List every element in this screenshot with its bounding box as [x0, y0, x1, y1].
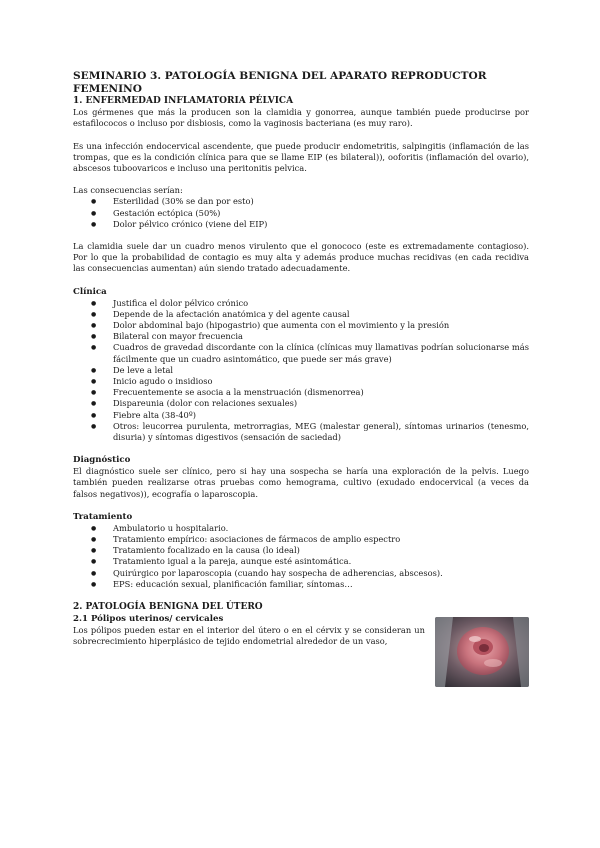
tratamiento-list: [73, 523, 529, 590]
list-item: ● EPS: educación sexual, planificación familiar, síntomas…: [103, 579, 529, 590]
tratamiento-heading: Tratamiento: [73, 511, 133, 522]
list-item: ● Dispareunia (dolor con relaciones sexuales): [103, 398, 529, 409]
section-2-1-heading: 2.1 Pólipos uterinos/ cervicales: [73, 614, 224, 625]
diagnostico-text: El diagnóstico suele ser clínico, pero si hay una sospecha se haría una exploración de la pelvis. Luego también pueden realizarse otras pruebas como hemograma, cultivo (exudado endocervical (a veces da falsos negativos)), ecografía o laparoscopia.: [73, 466, 529, 499]
section-1-paragraph-3: La clamidia suele dar un cuadro menos virulento que el gonococo (este es extremadamente contagioso). Por lo que la probabilidad de contagio es muy alta y además produce muchas recidivas (en cada recidiva las consecuencias aumentan) aún siendo tratado adecuadamente.: [73, 241, 529, 274]
section-2-heading: 2. PATOLOGÍA BENIGNA DEL ÚTERO: [73, 602, 263, 613]
cervix-photo-image: [435, 617, 529, 687]
list-item: ● Tratamiento focalizado en la causa (lo ideal): [103, 545, 529, 556]
clinica-list: [73, 298, 529, 444]
list-item: ● Otros: leucorrea purulenta, metrorragias, MEG (malestar general), síntomas urinarios (tenesmo, disuria) y síntomas digestivos (sensación de saciedad): [103, 421, 529, 443]
list-item: ● Justifica el dolor pélvico crónico: [103, 298, 529, 309]
list-item: ● Bilateral con mayor frecuencia: [103, 331, 529, 342]
list-item: ● Dolor abdominal bajo (hipogastrio) que aumenta con el movimiento y la presión: [103, 320, 529, 331]
list-item: ● Dolor pélvico crónico (viene del EIP): [103, 219, 529, 230]
section-2-paragraph-1: Los pólipos pueden estar en el interior del útero o en el cérvix y se consideran un sobrecrecimiento hiperplásico de tejido endometrial alrededor de un vaso,: [73, 625, 425, 647]
document-title: SEMINARIO 3. PATOLOGÍA BENIGNA DEL APARATO REPRODUCTOR FEMENINO: [73, 70, 487, 95]
cervix-photo: [435, 617, 529, 687]
list-item: ● Cuadros de gravedad discordante con la clínica (clínicas muy llamativas podrían solucionarse más fácilmente que un cuadro asintomático, que puede ser más grave): [103, 342, 529, 364]
diagnostico-heading: Diagnóstico: [73, 455, 131, 466]
list-item: ● De leve a letal: [103, 365, 529, 376]
list-item: ● Tratamiento empírico: asociaciones de fármacos de amplio espectro: [103, 534, 529, 545]
list-item: ● Depende de la afectación anatómica y del agente causal: [103, 309, 529, 320]
consequences-list: [73, 196, 529, 230]
polipos-block: [73, 625, 529, 647]
consequences-intro: Las consecuencias serían:: [73, 185, 183, 196]
section-1-heading: 1. ENFERMEDAD INFLAMATORIA PÉLVICA: [73, 96, 294, 107]
list-item: ● Ambulatorio u hospitalario.: [103, 523, 529, 534]
list-item: ● Quirúrgico por laparoscopia (cuando hay sospecha de adherencias, abscesos).: [103, 568, 529, 579]
list-item: ● Tratamiento igual a la pareja, aunque esté asintomática.: [103, 556, 529, 567]
list-item: ● Fiebre alta (38-40º): [103, 410, 529, 421]
list-item: ● Inicio agudo o insidioso: [103, 376, 529, 387]
document-content: [73, 70, 529, 648]
list-item: ● Frecuentemente se asocia a la menstruación (dismenorrea): [103, 387, 529, 398]
list-item: ● Esterilidad (30% se dan por esto): [103, 196, 529, 207]
list-item: ● Gestación ectópica (50%): [103, 208, 529, 219]
section-1-paragraph-1: Los gérmenes que más la producen son la clamidia y gonorrea, aunque también puede producirse por estafilococos o incluso por disbiosis, como la vaginosis bacteriana (es muy raro).: [73, 107, 529, 129]
section-1-paragraph-2: Es una infección endocervical ascendente, que puede producir endometritis, salpingitis (inflamación de las trompas, que es la condición clínica para que se llame EIP (es bilateral)), ooforitis (inflamación del ovario), abscesos tuboovaricos e incluso una peritonitis pelvica.: [73, 140, 529, 173]
clinica-heading: Clínica: [73, 286, 107, 297]
